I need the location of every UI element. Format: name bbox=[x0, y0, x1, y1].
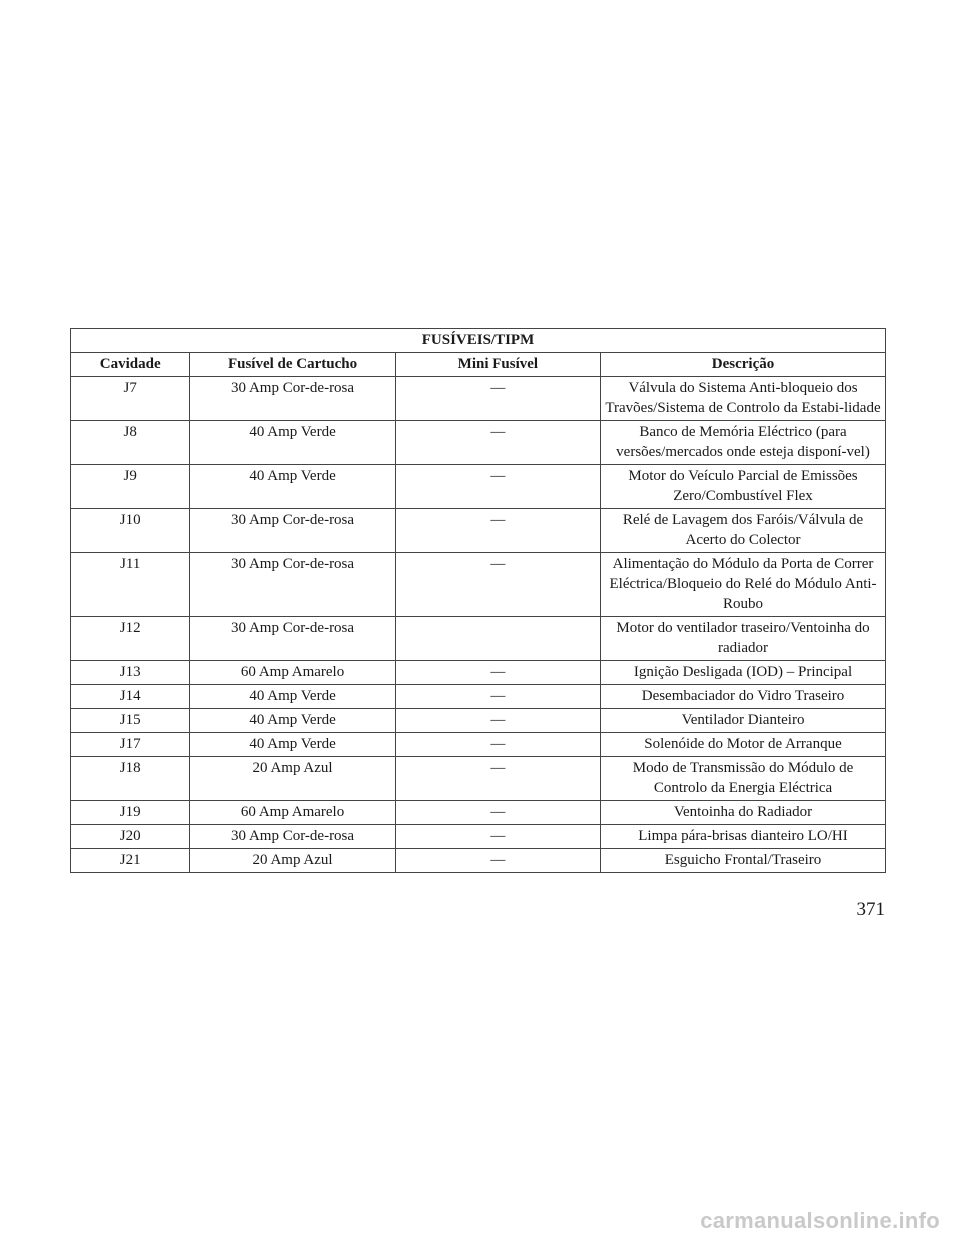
table-row bbox=[71, 509, 886, 553]
cell-description: Motor do ventilador traseiro/Ventoinha do radiador bbox=[601, 617, 886, 661]
cell-mini-fuse: — bbox=[395, 709, 600, 733]
cell-description: Limpa pára-brisas dianteiro LO/HI bbox=[601, 825, 886, 849]
cell-cavity: J10 bbox=[71, 509, 190, 553]
cell-cavity: J21 bbox=[71, 849, 190, 873]
table-row bbox=[71, 709, 886, 733]
cell-cartridge-fuse: 60 Amp Amarelo bbox=[190, 801, 395, 825]
cell-cavity: J18 bbox=[71, 757, 190, 801]
cell-description: Ventilador Dianteiro bbox=[601, 709, 886, 733]
cell-cavity: J7 bbox=[71, 377, 190, 421]
cell-mini-fuse: — bbox=[395, 661, 600, 685]
table-row bbox=[71, 685, 886, 709]
cell-cavity: J13 bbox=[71, 661, 190, 685]
cell-cartridge-fuse: 40 Amp Verde bbox=[190, 465, 395, 509]
cell-mini-fuse: — bbox=[395, 421, 600, 465]
cell-description: Válvula do Sistema Anti-bloqueio dos Travões/Sistema de Controlo da Estabi-lidade bbox=[601, 377, 886, 421]
cell-description: Motor do Veículo Parcial de Emissões Zero/Combustível Flex bbox=[601, 465, 886, 509]
cell-mini-fuse: — bbox=[395, 801, 600, 825]
cell-description: Ignição Desligada (IOD) – Principal bbox=[601, 661, 886, 685]
cell-cartridge-fuse: 30 Amp Cor-de-rosa bbox=[190, 825, 395, 849]
table-row bbox=[71, 825, 886, 849]
table-row bbox=[71, 661, 886, 685]
cell-description: Solenóide do Motor de Arranque bbox=[601, 733, 886, 757]
cell-cartridge-fuse: 40 Amp Verde bbox=[190, 709, 395, 733]
cell-mini-fuse: — bbox=[395, 685, 600, 709]
cell-description: Desembaciador do Vidro Traseiro bbox=[601, 685, 886, 709]
cell-mini-fuse: — bbox=[395, 757, 600, 801]
cell-description: Relé de Lavagem dos Faróis/Válvula de Acerto do Colector bbox=[601, 509, 886, 553]
cell-mini-fuse: — bbox=[395, 509, 600, 553]
cell-description: Banco de Memória Eléctrico (para versões/mercados onde esteja disponí-vel) bbox=[601, 421, 886, 465]
cell-description: Modo de Transmissão do Módulo de Controlo da Energia Eléctrica bbox=[601, 757, 886, 801]
cell-cavity: J17 bbox=[71, 733, 190, 757]
table-body bbox=[71, 377, 886, 873]
table-row bbox=[71, 377, 886, 421]
cell-mini-fuse: — bbox=[395, 733, 600, 757]
cell-mini-fuse: — bbox=[395, 465, 600, 509]
table-row bbox=[71, 465, 886, 509]
header-cartridge-fuse: Fusível de Cartucho bbox=[190, 353, 395, 377]
cell-cavity: J12 bbox=[71, 617, 190, 661]
cell-cartridge-fuse: 40 Amp Verde bbox=[190, 733, 395, 757]
cell-cartridge-fuse: 20 Amp Azul bbox=[190, 757, 395, 801]
cell-mini-fuse: — bbox=[395, 849, 600, 873]
table-row bbox=[71, 801, 886, 825]
cell-description: Ventoinha do Radiador bbox=[601, 801, 886, 825]
table-title: FUSÍVEIS/TIPM bbox=[71, 329, 886, 353]
cell-cartridge-fuse: 30 Amp Cor-de-rosa bbox=[190, 617, 395, 661]
cell-cavity: J11 bbox=[71, 553, 190, 617]
cell-cartridge-fuse: 40 Amp Verde bbox=[190, 421, 395, 465]
cell-description: Alimentação do Módulo da Porta de Correr Eléctrica/Bloqueio do Relé do Módulo Anti-Roubo bbox=[601, 553, 886, 617]
cell-mini-fuse: — bbox=[395, 377, 600, 421]
cell-cavity: J20 bbox=[71, 825, 190, 849]
watermark: carmanualsonline.info bbox=[700, 1208, 940, 1233]
header-description: Descrição bbox=[601, 353, 886, 377]
table-row bbox=[71, 757, 886, 801]
cell-cartridge-fuse: 30 Amp Cor-de-rosa bbox=[190, 509, 395, 553]
cell-cartridge-fuse: 20 Amp Azul bbox=[190, 849, 395, 873]
table-row bbox=[71, 553, 886, 617]
table-row bbox=[71, 733, 886, 757]
table-title-row bbox=[71, 329, 886, 353]
cell-mini-fuse: — bbox=[395, 825, 600, 849]
cell-cartridge-fuse: 30 Amp Cor-de-rosa bbox=[190, 553, 395, 617]
table-row bbox=[71, 617, 886, 661]
cell-cartridge-fuse: 30 Amp Cor-de-rosa bbox=[190, 377, 395, 421]
cell-cavity: J15 bbox=[71, 709, 190, 733]
header-mini-fuse: Mini Fusível bbox=[395, 353, 600, 377]
cell-cavity: J8 bbox=[71, 421, 190, 465]
header-cavity: Cavidade bbox=[71, 353, 190, 377]
cell-cartridge-fuse: 40 Amp Verde bbox=[190, 685, 395, 709]
page-number: 371 bbox=[856, 899, 885, 920]
cell-description: Esguicho Frontal/Traseiro bbox=[601, 849, 886, 873]
fuse-table bbox=[70, 328, 886, 873]
table-row bbox=[71, 849, 886, 873]
table-row bbox=[71, 421, 886, 465]
cell-cavity: J14 bbox=[71, 685, 190, 709]
cell-mini-fuse bbox=[395, 617, 600, 661]
cell-cartridge-fuse: 60 Amp Amarelo bbox=[190, 661, 395, 685]
cell-cavity: J19 bbox=[71, 801, 190, 825]
cell-cavity: J9 bbox=[71, 465, 190, 509]
cell-mini-fuse: — bbox=[395, 553, 600, 617]
table-header-row bbox=[71, 353, 886, 377]
